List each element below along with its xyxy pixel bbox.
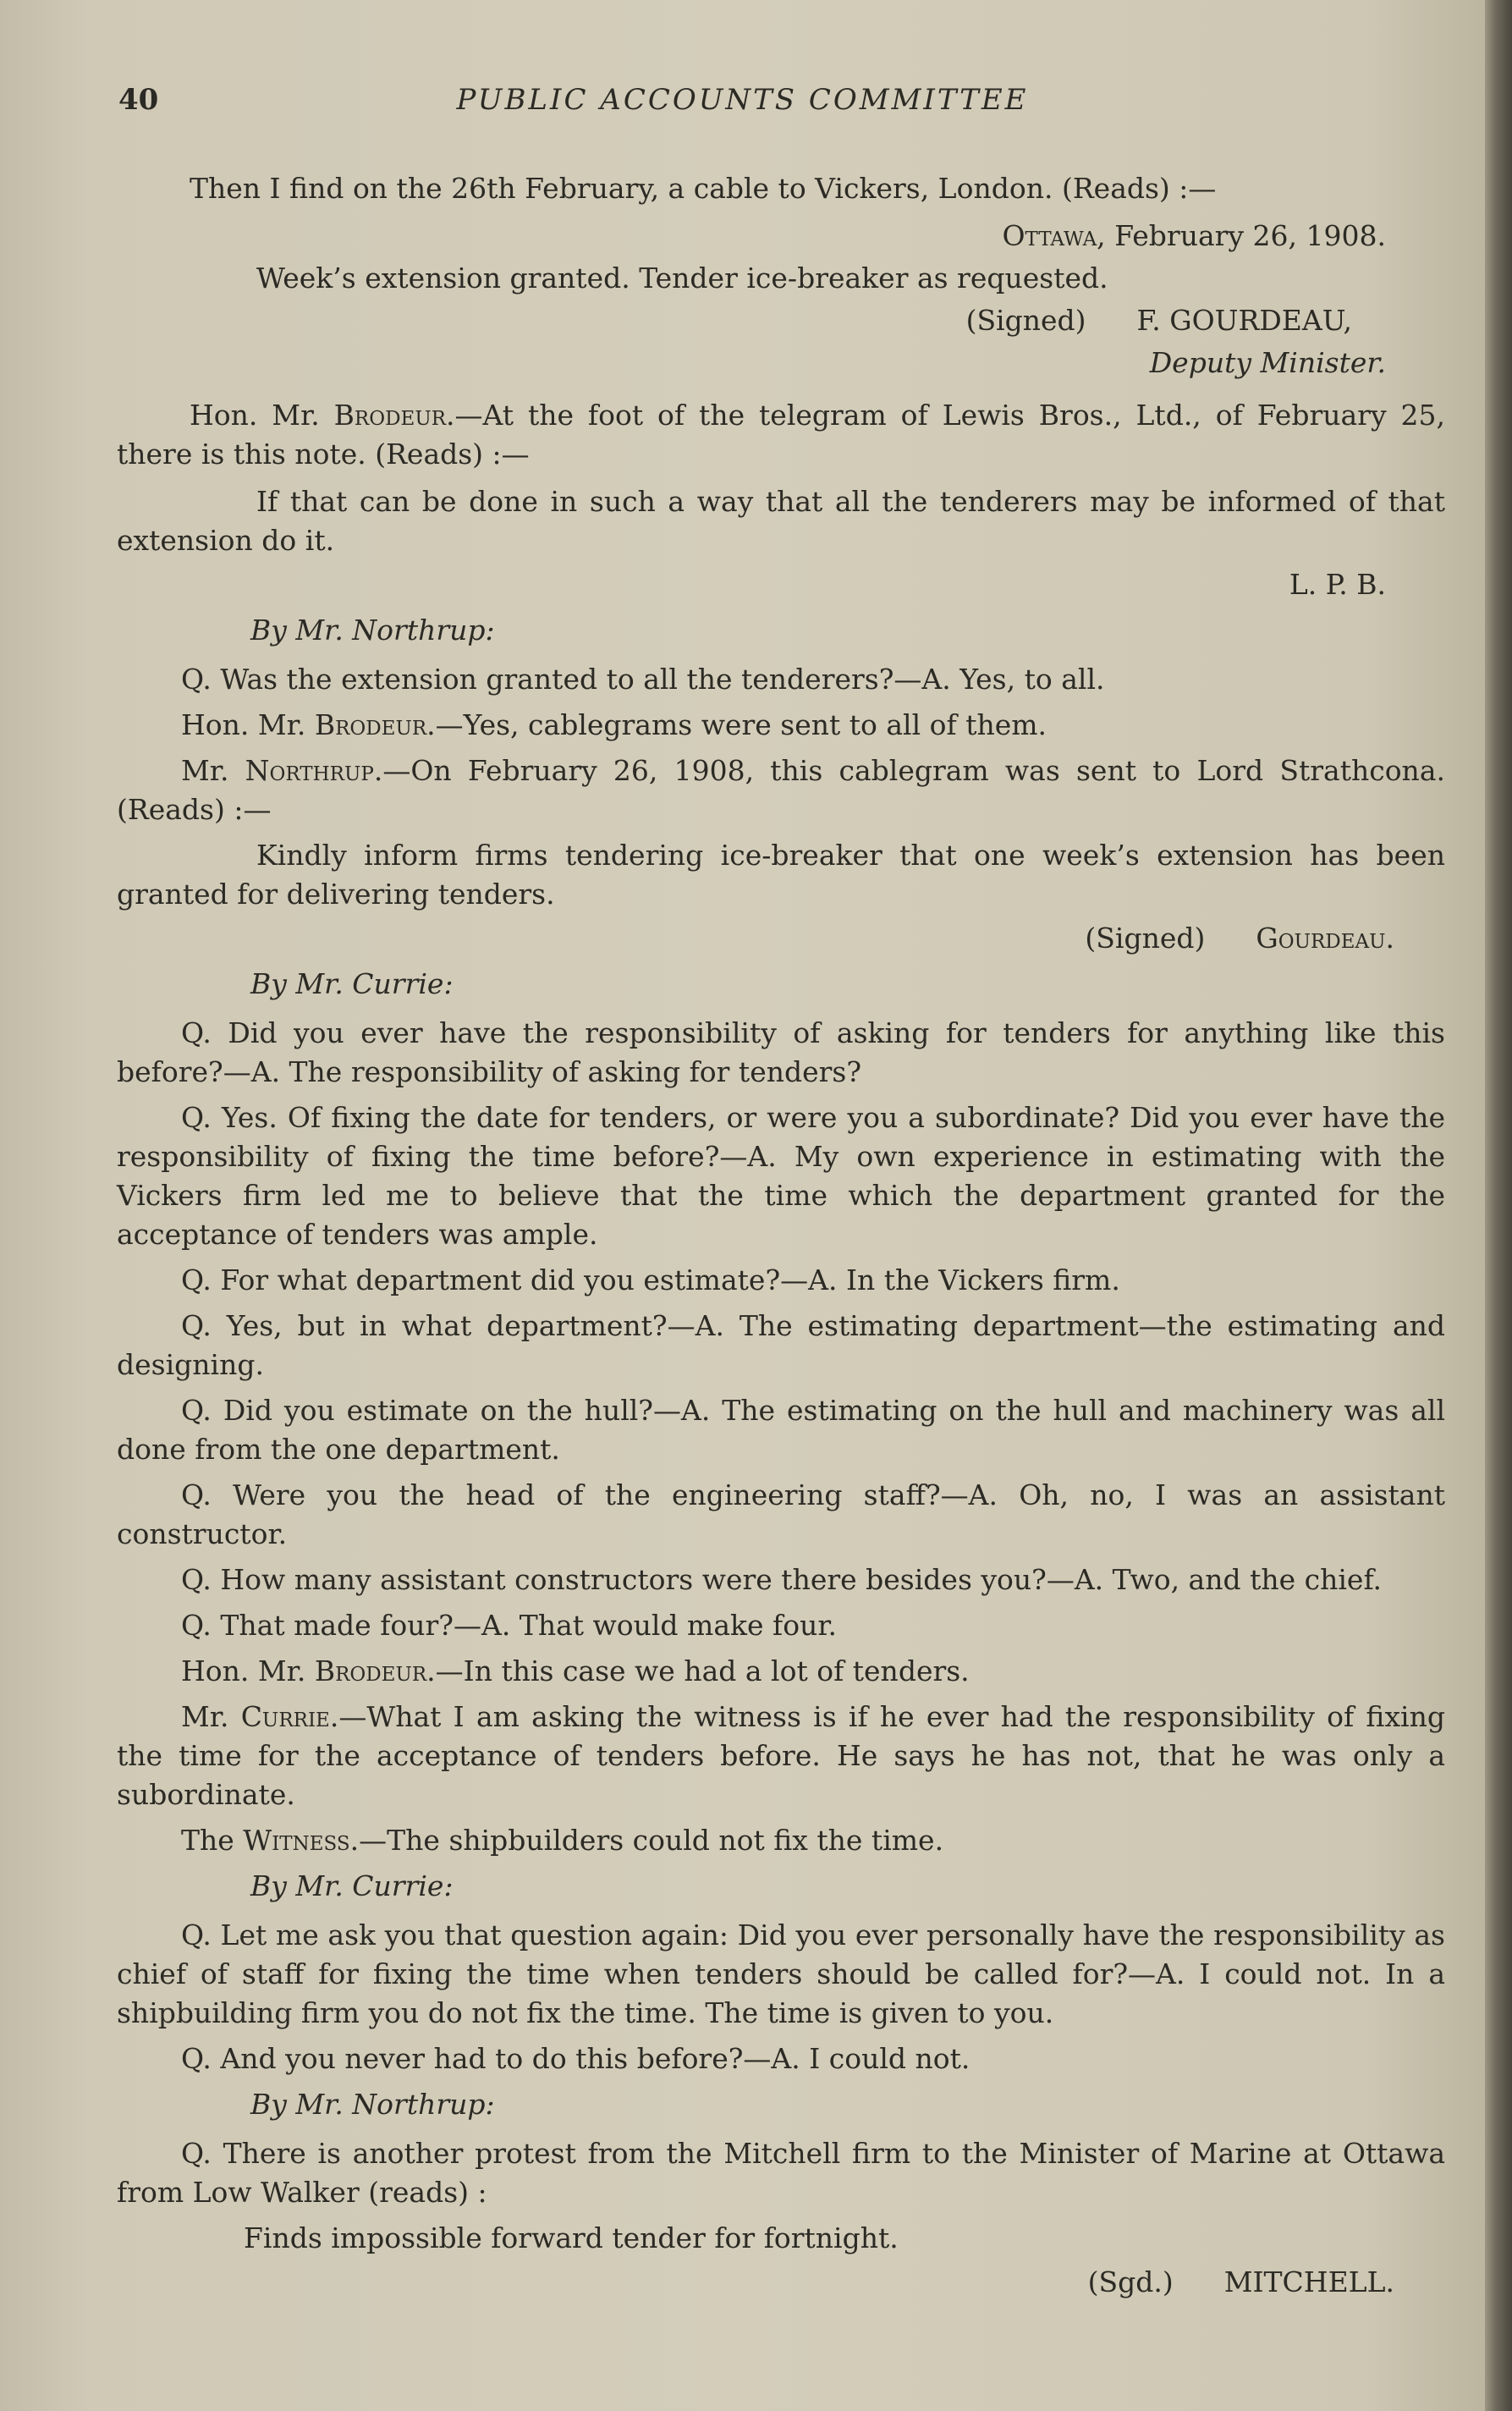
speaker-prefix: Hon. Mr. — [190, 399, 320, 432]
cable1-signature — [117, 301, 1445, 340]
statement-text: —Yes, cablegrams were sent to all of them. — [435, 708, 1047, 741]
cable2-signer: Gourdeau. — [1256, 922, 1394, 955]
question-2: Q. Did you ever have the responsibility of asking for tenders for anything like this before?—A. The responsibility of asking for tenders? — [117, 1016, 1445, 1088]
note-initials: L. P. B. — [1289, 568, 1386, 601]
page-header — [0, 83, 1485, 134]
brodeur-statement-2 — [117, 706, 1445, 745]
speaker-prefix: Mr. — [181, 1700, 229, 1733]
by-currie-heading-1: By Mr. Currie: — [250, 967, 454, 1000]
speaker-name: Witness. — [243, 1824, 360, 1857]
book-spine-shadow — [1485, 0, 1512, 2411]
by-currie-heading-2: By Mr. Currie: — [250, 1869, 454, 1902]
speaker-prefix: Hon. Mr. — [181, 1654, 306, 1687]
cable2-signature — [117, 919, 1445, 958]
cable3-text: Finds impossible forward tender for fortnight. — [244, 2221, 899, 2254]
question-6: Q. Did you estimate on the hull?—A. The estimating on the hull and machinery was all done from the one department. — [117, 1394, 1445, 1466]
cable1-signed: (Signed) — [965, 304, 1086, 337]
northrup-statement — [117, 751, 1445, 829]
question-3: Q. Yes. Of fixing the date for tenders, or were you a subordinate? Did you ever have the responsibility of fixing the time before?—A. My own experience in estimating with the Vickers firm led me to believe that the time which the department granted for the acceptance of tenders was ample. — [117, 1101, 1445, 1251]
speaker-prefix: Hon. Mr. — [181, 708, 306, 741]
speaker-prefix: Mr. — [181, 754, 229, 787]
witness-statement — [117, 1821, 1445, 1860]
running-head: PUBLIC ACCOUNTS COMMITTEE — [456, 83, 1029, 117]
statement-text: —At the foot of the telegram of Lewis Bros., Ltd., of February 25, there is this note. (Reads) :— — [117, 399, 1445, 471]
cable2-text: Kindly inform firms tendering ice-breaker that one week’s extension has been granted for delivering tenders. — [117, 839, 1445, 911]
statement-text: —On February 26, 1908, this cablegram was sent to Lord Strathcona. (Reads) :— — [117, 754, 1445, 826]
question-5: Q. Yes, but in what department?—A. The estimating department—the estimating and designing. — [117, 1309, 1445, 1381]
by-northrup-heading-1: By Mr. Northrup: — [250, 614, 495, 647]
cable3-signature — [117, 2263, 1445, 2302]
cable1-dateline — [117, 217, 1445, 256]
speaker-name: Brodeur. — [333, 399, 455, 432]
cable3-signed: (Sgd.) — [1087, 2265, 1174, 2298]
speaker-prefix: The — [181, 1824, 234, 1857]
statement-text: —What I am asking the witness is if he ever had the responsibility of fixing the time for the acceptance of tenders before. He says he has not, that he was only a subordinate. — [117, 1700, 1445, 1811]
cable3-signer: MITCHELL. — [1223, 2265, 1394, 2298]
speaker-name: Currie. — [240, 1700, 339, 1733]
note-text: If that can be done in such a way that all the tenderers may be informed of that extension do it. — [117, 485, 1445, 557]
brodeur-statement-1 — [117, 396, 1445, 474]
cable2-signed: (Signed) — [1085, 922, 1206, 955]
page-body — [117, 169, 1445, 2305]
by-northrup-heading-2: By Mr. Northrup: — [250, 2088, 495, 2121]
intro-paragraph: Then I find on the 26th February, a cable to Vickers, London. (Reads) :— — [190, 172, 1217, 205]
question-1: Q. Was the extension granted to all the tenderers?—A. Yes, to all. — [181, 663, 1105, 696]
question-11: Q. And you never had to do this before?—A. I could not. — [181, 2042, 970, 2075]
speaker-name: Brodeur. — [314, 1654, 436, 1687]
cable1-signer: F. GOURDEAU, — [1136, 304, 1352, 337]
cable1-dateline-date: February 26, 1908. — [1114, 219, 1386, 252]
page-number: 40 — [118, 83, 159, 117]
speaker-name: Brodeur. — [314, 708, 436, 741]
question-4: Q. For what department did you estimate?—A. In the Vickers firm. — [181, 1263, 1120, 1296]
brodeur-statement-3 — [117, 1652, 1445, 1691]
cable1-text: Week’s extension granted. Tender ice-breaker as requested. — [256, 261, 1108, 294]
question-8: Q. How many assistant constructors were there besides you?—A. Two, and the chief. — [181, 1563, 1382, 1596]
question-10: Q. Let me ask you that question again: Did you ever personally have the responsibility as chief of staff for fixing the time when tenders should be called for?—A. I could not. In a shipbuilding firm you do not fix the time. The time is given to you. — [117, 1918, 1445, 2029]
question-9: Q. That made four?—A. That would make four. — [181, 1609, 837, 1642]
cable1-title: Deputy Minister. — [1149, 346, 1386, 379]
statement-text: —In this case we had a lot of tenders. — [435, 1654, 970, 1687]
currie-statement — [117, 1698, 1445, 1814]
question-12: Q. There is another protest from the Mitchell firm to the Minister of Marine at Ottawa from Low Walker (reads) : — [117, 2137, 1445, 2209]
speaker-name: Northrup. — [245, 754, 383, 787]
statement-text: —The shipbuilders could not fix the time. — [359, 1824, 944, 1857]
cable1-dateline-city: Ottawa, — [1002, 219, 1106, 252]
question-7: Q. Were you the head of the engineering staff?—A. Oh, no, I was an assistant constructor. — [117, 1478, 1445, 1550]
